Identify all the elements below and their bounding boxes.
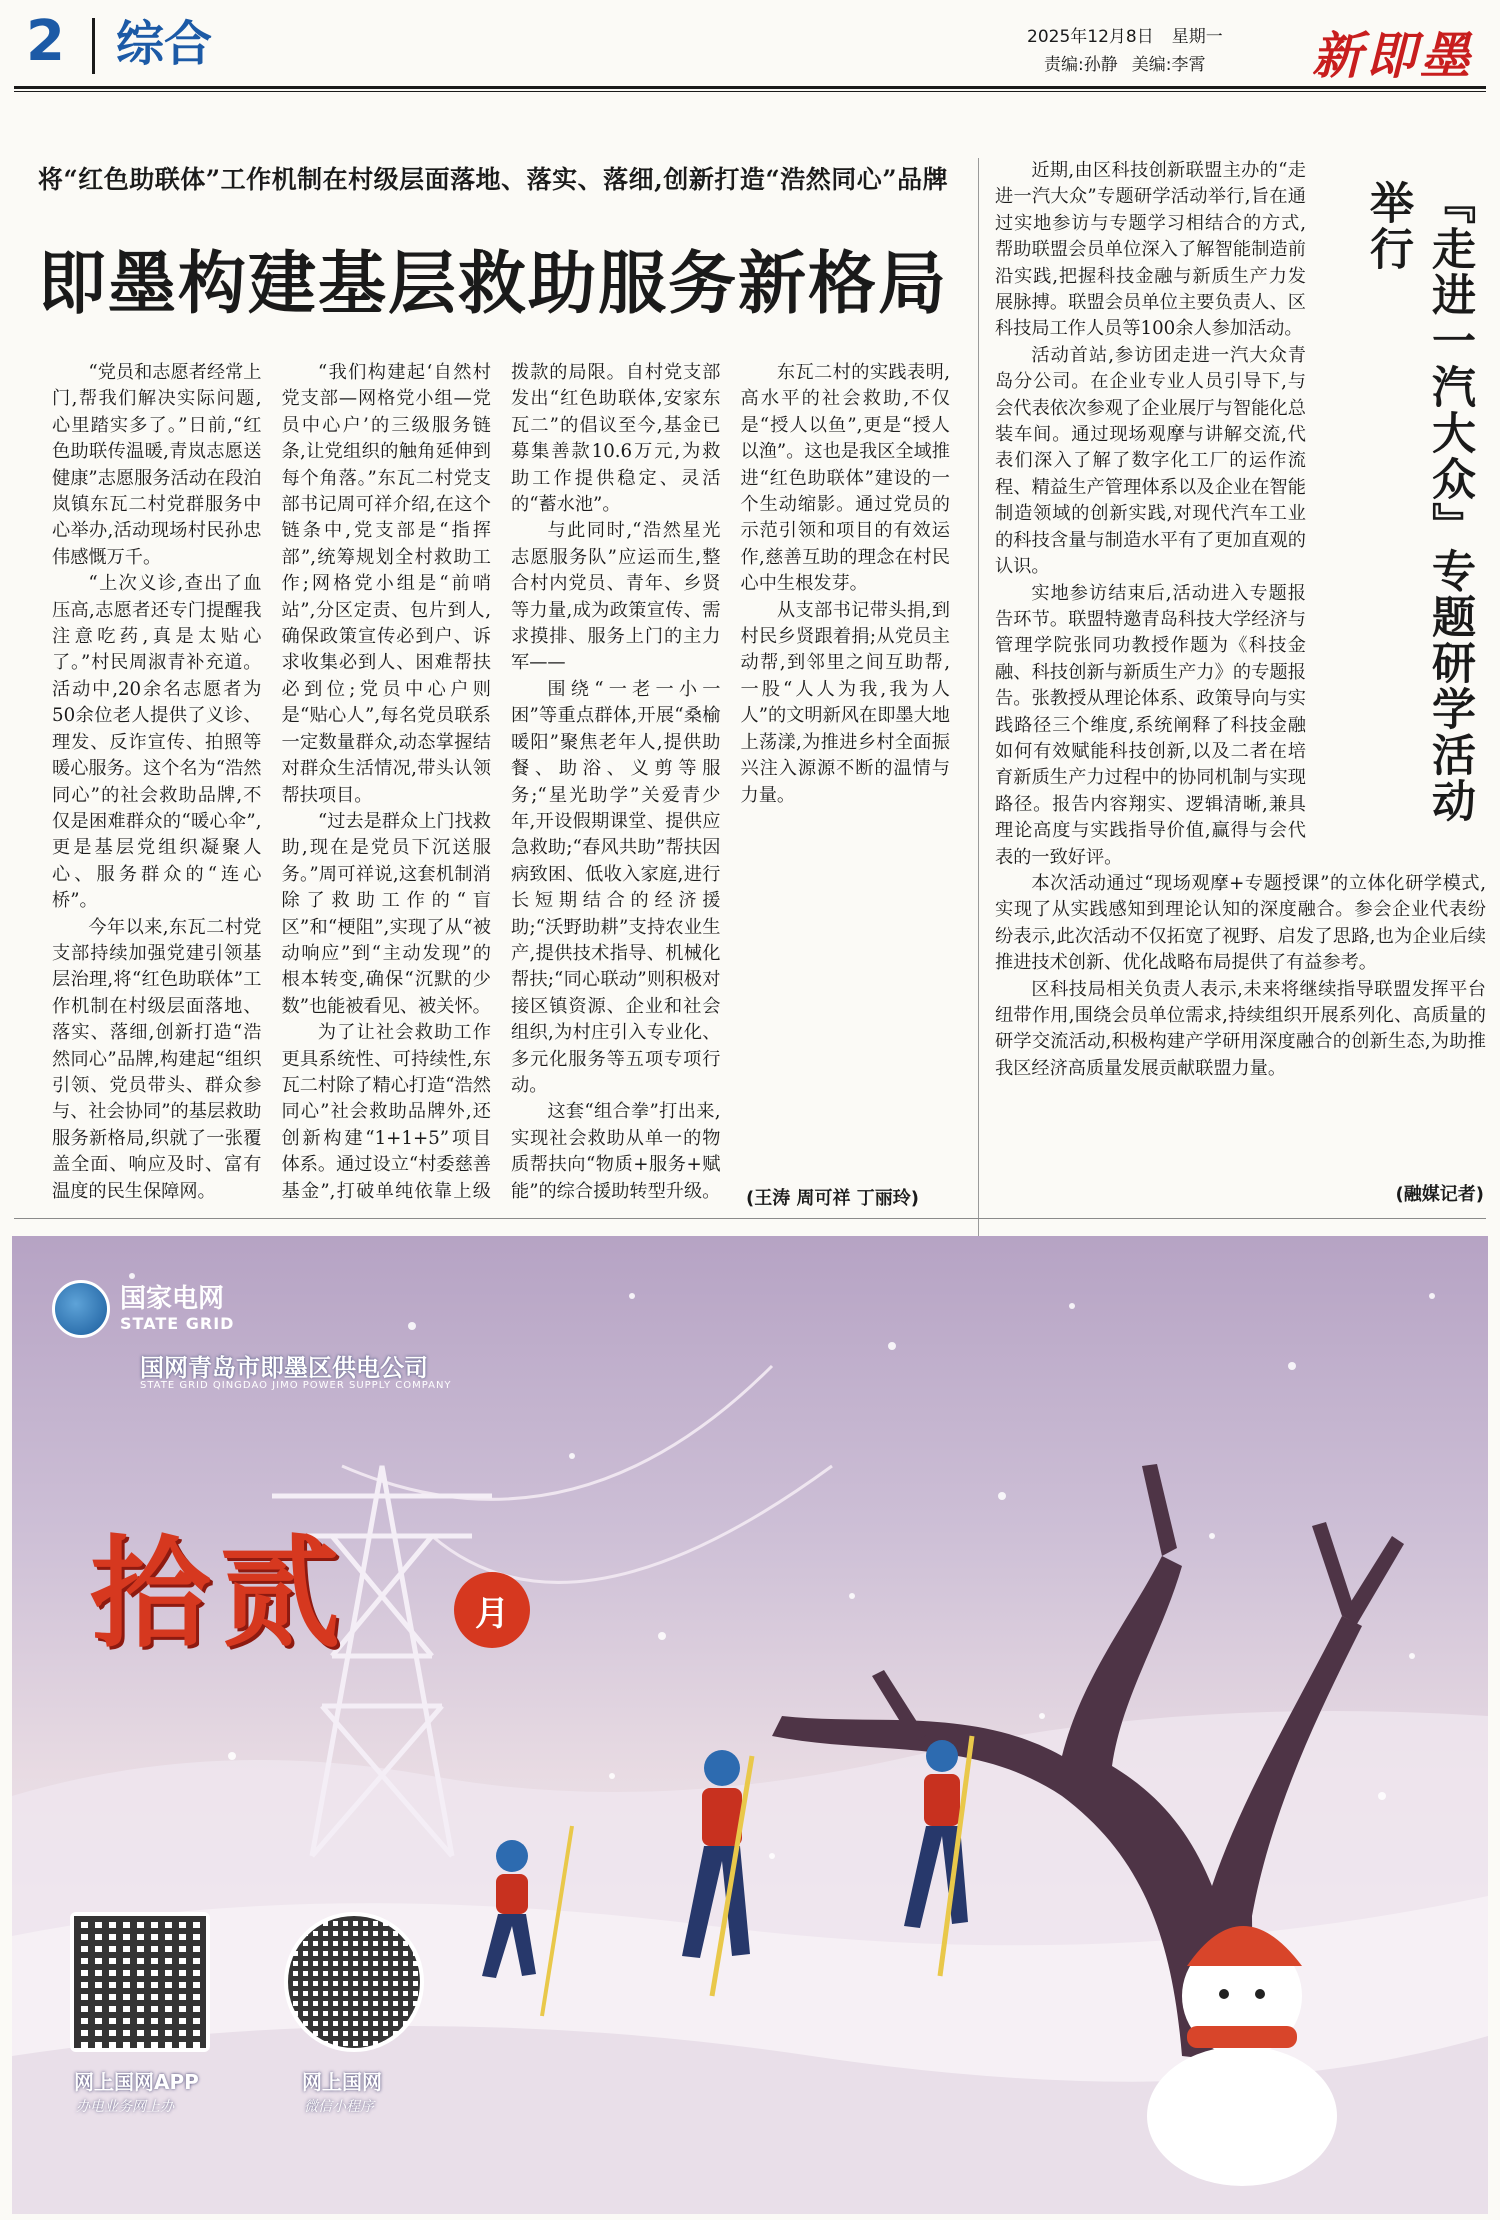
paragraph: “过去是群众上门找救助,现在是党员下沉送服务。”周可祥说,这套机制消除了救助工作的“盲区”和“梗阻”,实现了从“被动响应”到“主动发现”的根本转变,确保“沉默的少数”也能被看见、被关怀。 [281, 810, 491, 1017]
issue-date: 2025年12月8日 [1027, 27, 1154, 47]
paragraph: 近期,由区科技创新联盟主办的“走进一汽大众”专题研学活动举行,旨在通过实地参访与专题学习相结合的方式,帮助联盟会员单位深入了解智能制造前沿实践,把握科技金融与新质生产力发展脉搏。联盟会员单位主要负责人、区科技局工作人员等100余人参加活动。 [995, 160, 1306, 340]
page-number: 2 [26, 9, 65, 74]
weekday: 星期一 [1171, 27, 1223, 47]
article-byline: (王涛 周可祥 丁丽玲) [740, 1184, 919, 1210]
paragraph: 区科技局相关负责人表示,未来将继续指导联盟发挥平台纽带作用,围绕会员单位需求,持续组织开展系列化、高质量的研学交流活动,积极构建产学研用深度融合的创新生态,为助推我区经济高质量发展贡献联盟力量。 [995, 978, 1486, 1079]
masthead-rule-thin [14, 91, 1486, 92]
app-qr-code[interactable] [70, 1912, 210, 2052]
editor-line [1044, 50, 1219, 75]
section-name: 综合 [116, 16, 213, 72]
company-name-en: STATE GRID QINGDAO JIMO POWER SUPPLY COMPANY [140, 1380, 452, 1391]
paragraph: 为了让社会救助工作更具系统性、可持续性,东瓦二村除了精心打造“浩然同心”社会救助品牌外,还创新构建“1+1+5”项目体系。通过设立“村委慈善基金”,打破单纯依靠上级拨款的局限。自村党支部发出“红色助联体,安家东瓦二”的倡议至今,基金已募集善款10.6万元,为救助工作提供稳定、灵活的“蓄水池”。 [281, 362, 721, 1202]
paragraph: “上次义诊,查出了血压高,志愿者还专门提醒我注意吃药,真是太贴心了。”村民周淑青补充道。活动中,20余名志愿者为50余位老人提供了义诊、理发、反诈宣传、拍照等暖心服务。这个名为“浩然同心”的社会救助品牌,不仅是困难群众的“暖心伞”,更是基层党组织凝聚人心、服务群众的“连心桥”。 [52, 573, 262, 912]
editor: 责编:孙静 [1044, 55, 1118, 75]
masthead-rule [14, 86, 1486, 89]
brand-name-en: STATE GRID [120, 1313, 235, 1333]
paragraph: 从支部书记带头捐,到村民乡贤跟着捐;从党员主动帮,到邻里之间互助帮,一股“人人为我,我为人人”的文明新风在即墨大地上荡漾,为推进乡村全面振兴注入源源不断的温情与力量。 [740, 599, 950, 806]
paragraph: 围绕“一老一小一困”等重点群体,开展“桑榆暖阳”聚焦老年人,提供助餐、助浴、义剪等服务;“星光助学”关爱青少年,开设假期课堂、提供应急救助;“春风共助”帮扶因病致困、低收入家庭,进行长短期结合的经济援助;“沃野助耕”支持农业生产,提供技术指导、机械化帮扶;“同心联动”则积极对接区镇资源、企业和社会组织,为村庄引入专业化、多元化服务等五项专项行动。 [511, 678, 721, 1096]
paragraph: 与此同时,“浩然星光志愿服务队”应运而生,整合村内党员、青年、乡贤等力量,成为政策宣传、需求摸排、服务上门的主力军—— [511, 520, 721, 674]
column-divider [978, 158, 979, 1258]
paragraph: 实地参访结束后,活动进入专题报告环节。联盟特邀青岛科技大学经济与管理学院张同功教授作题为《科技金融、科技创新与新质生产力》的专题报告。张教授从理论体系、政策导向与实践路径三个维度,系统阐释了科技金融如何有效赋能科技创新,以及二者在培育新质生产力过程中的协同机制与实现路径。报告内容翔实、逻辑清晰,兼具理论高度与实践指导价值,赢得与会代表的一致好评。 [995, 582, 1306, 868]
paragraph: 今年以来,东瓦二村党支部持续加强党建引领基层治理,将“红色助联体”工作机制在村级层面落地、落实、落细,创新打造“浩然同心”品牌,构建起“组织引领、党员带头、群众参与、社会协同”的基层救助服务新格局,织就了一张覆盖全面、响应及时、富有温度的民生保障网。 [52, 916, 262, 1202]
month-title: 拾贰 [90, 1523, 350, 1664]
advertisement [12, 1236, 1488, 2214]
mini-program-label: 网上国网 [302, 2070, 382, 2094]
brand-name-cn: 国家电网 [120, 1284, 225, 1315]
company-name: 国网青岛市即墨区供电公司 [140, 1354, 428, 1382]
app-sublabel: 办电业务网上办 [76, 2099, 174, 2115]
date-line [1027, 22, 1241, 47]
section-divider [92, 18, 95, 74]
paragraph: “党员和志愿者经常上门,帮我们解决实际问题,心里踏实多了。”日前,“红色助联传温暖,青岚志愿送健康”志愿服务活动在段泊岚镇东瓦二村党群服务中心举办,活动现场村民孙忠伟感慨万千。 [52, 362, 262, 568]
newspaper-logo: 新即墨 [1312, 26, 1474, 85]
designer: 美编:李霄 [1131, 55, 1206, 75]
section-rule [14, 1218, 1486, 1219]
paragraph: “我们构建起‘自然村党支部—网格党小组—党员中心户’的三级服务链条,让党组织的触角延伸到每个角落。”东瓦二村党支部书记周可祥介绍,在这个链条中,党支部是“指挥部”,统筹规划全村救助工作;网格党小组是“前哨站”,分区定责、包片到人,确保政策宣传必到户、诉求收集必到人、困难帮扶必到位;党员中心户则是“贴心人”,每名党员联系一定数量群众,动态掌握结对群众生活情况,带头认领帮扶项目。 [281, 362, 491, 806]
mini-program-code[interactable] [284, 1912, 424, 2052]
paragraph: 活动首站,参访团走进一汽大众青岛分公司。在企业专业人员引导下,与会代表依次参观了企业展厅与智能化总装车间。通过现场观摩与讲解交流,代表们深入了解了数字化工厂的运作流程、精益生产管理体系以及企业在智能制造领域的创新实践,对现代汽车工业的科技含量与制造水平有了更加直观的认识。 [995, 344, 1306, 578]
month-badge: 月 [454, 1572, 530, 1648]
masthead [14, 8, 1486, 90]
paragraph: 东瓦二村的实践表明,高水平的社会救助,不仅是“授人以鱼”,更是“授人以渔”。这也是我区全域推进“红色助联体”建设的一个生动缩影。通过党员的示范引领和项目的有效运作,慈善互助的理念在村民心中生根发芽。 [740, 362, 950, 595]
side-article-title: 『走进一汽大众』专题研学活动举行 [1362, 180, 1475, 824]
paragraph: 这套“组合拳”打出来,实现社会救助从单一的物质帮扶向“物质+服务+赋能”的综合援助转型升级。 [511, 1101, 721, 1202]
article-body [52, 360, 950, 1216]
side-article-credit: (融媒记者) [1395, 1184, 1484, 1205]
paragraph: 本次活动通过“现场观摩+专题授课”的立体化研学模式,实现了从实践感知到理论认知的深度融合。参会企业代表纷纷表示,此次活动不仅拓宽了视野、启发了思路,也为企业后续推进技术创新、优化战略布局提供了有益参考。 [995, 872, 1486, 974]
app-label: 网上国网APP [74, 2070, 199, 2094]
article-kicker: 将“红色助联体”工作机制在村级层面落地、落实、落细,创新打造“浩然同心”品牌 [37, 165, 949, 194]
state-grid-logo [52, 1280, 234, 1338]
globe-icon [52, 1280, 110, 1338]
mini-program-sublabel: 微信小程序 [304, 2099, 374, 2115]
article-headline: 即墨构建基层救助服务新格局 [37, 245, 948, 324]
